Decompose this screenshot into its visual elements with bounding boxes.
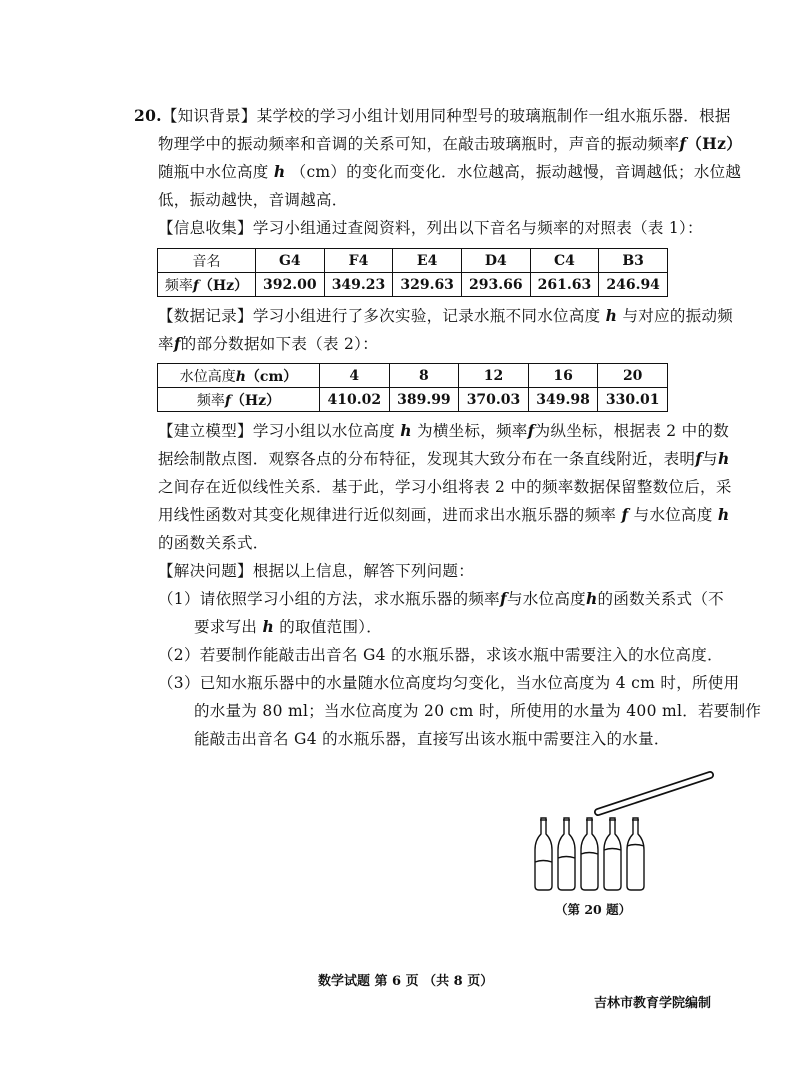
model-line-2: 据绘制散点图．观察各点的分布特征，发现其大致分布在一条直线附近，表明f与h	[158, 449, 730, 468]
q3-line-3: 能敲击出音名 G4 的水瓶乐器，直接写出该水瓶中需要注入的水量．	[194, 730, 670, 748]
table-2-cell: 410.02	[320, 388, 390, 412]
table-2-header-height: 水位高度h（cm）	[158, 364, 320, 388]
background-line-4: 低，振动越快，音调越高．	[158, 191, 348, 209]
table-1-cell: 246.94	[599, 273, 668, 297]
table-1-cell: G4	[256, 249, 325, 273]
table-1-cell: 329.63	[393, 273, 462, 297]
table-2-cell: 4	[320, 364, 390, 388]
table-1-cell: 293.66	[461, 273, 530, 297]
problem-number: 20.	[134, 106, 162, 125]
table-2-cell: 12	[459, 364, 529, 388]
table-1	[157, 248, 668, 297]
bottle-1	[535, 818, 552, 890]
q1-line-1: （1）请依照学习小组的方法，求水瓶乐器的频率f与水位高度h的函数关系式（不	[158, 589, 724, 608]
table-1-cell: C4	[530, 249, 599, 273]
table-1-cell: B3	[599, 249, 668, 273]
table-2-cell: 8	[389, 364, 459, 388]
table-1-row-notes	[158, 249, 668, 273]
table-2-cell: 16	[528, 364, 598, 388]
bottle-2	[558, 818, 575, 890]
model-line-1: 【建立模型】学习小组以水位高度 h 为横坐标，频率f为纵坐标，根据表 2 中的数	[158, 421, 730, 440]
table-1-row-freq	[158, 273, 668, 297]
table-2-header-freq: 频率f（Hz）	[158, 388, 320, 412]
model-line-4: 用线性函数对其变化规律进行近似刻画，进而求出水瓶乐器的频率 f 与水位高度 h	[158, 505, 730, 524]
figure-caption: （第 20 题）	[555, 902, 632, 917]
record-line-1: 【数据记录】学习小组进行了多次实验，记录水瓶不同水位高度 h 与对应的振动频	[158, 306, 734, 325]
q3-label: （3）	[158, 674, 200, 692]
q3-line-1: （3）已知水瓶乐器中的水量随水位高度均匀变化，当水位高度为 4 cm 时，所使用	[158, 674, 740, 692]
record-line-2: 率f的部分数据如下表（表 2）：	[158, 334, 379, 353]
q2-line-1: （2）若要制作能敲击出音名 G4 的水瓶乐器，求该水瓶中需要注入的水位高度．	[158, 646, 723, 664]
bottle-4	[604, 818, 621, 890]
table-2-row-height	[158, 364, 668, 388]
model-tag: 【建立模型】	[158, 422, 253, 440]
table-1-cell: D4	[461, 249, 530, 273]
table-2-cell: 349.98	[528, 388, 598, 412]
q3-line-2: 的水量为 80 ml；当水位高度为 20 cm 时，所使用的水量为 400 ml．若要制作	[194, 702, 762, 720]
info-tag: 【信息收集】	[158, 219, 253, 237]
bottles-figure	[520, 770, 720, 900]
bottle-3	[581, 818, 598, 890]
q1-line-2: 要求写出 h 的取值范围）．	[194, 617, 383, 636]
table-2-cell: 330.01	[598, 388, 668, 412]
table-1-cell: 261.63	[530, 273, 599, 297]
publisher: 吉林市教育学院编制	[594, 996, 712, 1011]
background-line-2: 物理学中的振动频率和音调的关系可知，在敲击玻璃瓶时，声音的振动频率f（Hz）	[158, 134, 743, 153]
mallet-stick	[598, 775, 710, 812]
table-1-header-note: 音名	[158, 249, 256, 273]
background-tag: 【知识背景】	[161, 107, 257, 125]
table-1-cell: 392.00	[256, 273, 325, 297]
bottle-5	[627, 818, 644, 890]
table-1-cell: E4	[393, 249, 462, 273]
background-line-3: 随瓶中水位高度 h （cm）的变化而变化．水位越高，振动越慢，音调越低；水位越	[158, 162, 742, 181]
solve-line: 【解决问题】根据以上信息，解答下列问题：	[158, 562, 475, 580]
table-2-row-freq	[158, 388, 668, 412]
info-line: 【信息收集】学习小组通过查阅资料，列出以下音名与频率的对照表（表 1）：	[158, 219, 703, 237]
table-2-cell: 389.99	[389, 388, 459, 412]
table-2-cell: 20	[598, 364, 668, 388]
model-line-3: 之间存在近似线性关系．基于此，学习小组将表 2 中的频率数据保留整数位后，采	[158, 478, 732, 496]
table-1-cell: F4	[324, 249, 393, 273]
record-tag: 【数据记录】	[158, 307, 253, 325]
q1-label: （1）	[158, 590, 200, 608]
table-1-cell: 349.23	[324, 273, 393, 297]
q2-label: （2）	[158, 646, 200, 664]
background-line-1: 20.【知识背景】某学校的学习小组计划用同种型号的玻璃瓶制作一组水瓶乐器．根据	[134, 106, 731, 125]
model-line-5: 的函数关系式．	[158, 534, 269, 552]
table-2	[157, 363, 668, 412]
table-1-header-freq: 频率f（Hz）	[158, 273, 256, 297]
table-2-cell: 370.03	[459, 388, 529, 412]
solve-tag: 【解决问题】	[158, 562, 253, 580]
page-number: 数学试题 第 6 页 （共 8 页）	[318, 974, 494, 989]
